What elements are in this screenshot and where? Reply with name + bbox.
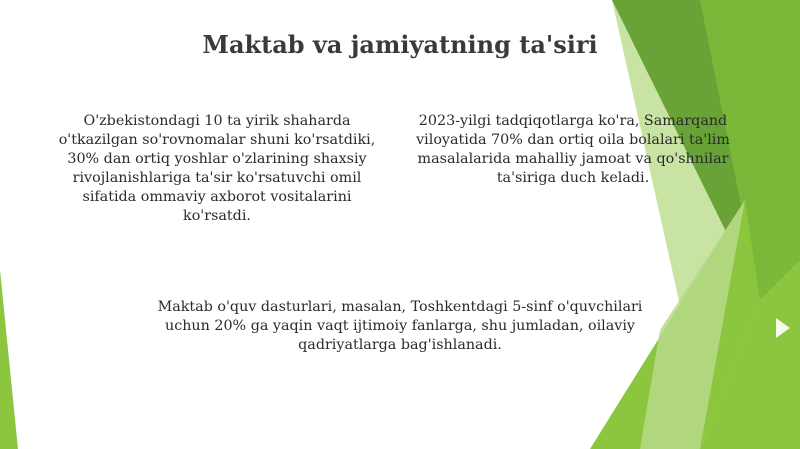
- text-block-right: 2023-yilgi tadqiqotlarga ko'ra, Samarqand viloyatida 70% dan ortiq oila bolalari ta'lim masalalarida mahalliy jamoat va qo'shnilar ta'siriga duch keladi.: [416, 113, 730, 186]
- left-green-facet: [0, 270, 18, 449]
- text-block-bottom: Maktab o'quv dasturlari, masalan, Toshkentdagi 5-sinf o'quvchilari uchun 20% ga yaqin vaqt ijtimoiy fanlarga, shu jumladan, oilaviy qadriyatlarga bag'ishlanadi.: [157, 299, 643, 353]
- text-block-left: O'zbekistondagi 10 ta yirik shaharda o'tkazilgan so'rovnomalar shuni ko'rsatdiki, 30% dan ortiq yoshlar o'zlarining shaxsiy rivojlanishlariga ta'sir ko'rsatuvchi omil sifatida ommaviy axborot vositalarini ko'rsatdi.: [58, 113, 376, 224]
- slide-title: Maktab va jamiyatning ta'siri: [202, 30, 598, 59]
